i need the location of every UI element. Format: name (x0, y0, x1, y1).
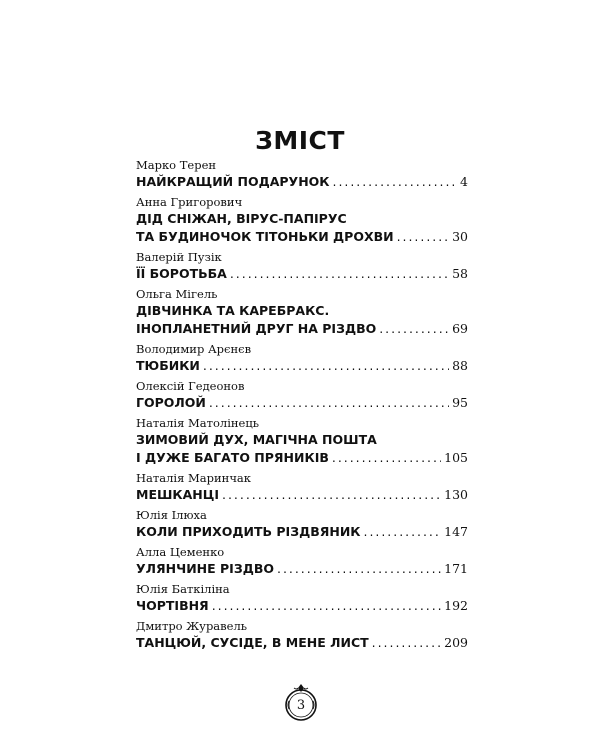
dot-leader (209, 394, 449, 412)
dot-leader (277, 560, 441, 578)
toc-title: І ДУЖЕ БАГАТО ПРЯНИКІВ (136, 450, 329, 465)
toc-author: Алла Цеменко (136, 545, 225, 559)
toc-entry[interactable] (136, 195, 468, 246)
toc-page: 130 (444, 487, 468, 502)
toc-entry[interactable] (136, 582, 468, 615)
toc-author: Юлія Ілюха (136, 508, 207, 522)
toc-entry[interactable] (136, 619, 468, 652)
toc-title: ЗИМОВИЙ ДУХ, МАГІЧНА ПОШТА (136, 432, 377, 447)
toc-title: ТЮБИКИ (136, 358, 200, 373)
toc-entry[interactable] (136, 508, 468, 541)
toc-entry[interactable] (136, 250, 468, 283)
toc-title: ДІД СНІЖАН, ВІРУС-ПАПІРУС (136, 211, 347, 226)
toc-title: КОЛИ ПРИХОДИТЬ РІЗДВЯНИК (136, 524, 361, 539)
toc-page: 69 (452, 321, 468, 336)
toc-title: ЇЇ БОРОТЬБА (136, 266, 227, 281)
dot-leader (212, 597, 441, 615)
toc-author: Наталія Матолінець (136, 416, 260, 430)
dot-leader (397, 228, 450, 246)
dot-leader (203, 357, 449, 375)
toc-page: 30 (452, 229, 468, 244)
toc-page: 58 (452, 266, 468, 281)
toc-author: Анна Григорович (136, 195, 243, 209)
page-number-badge (283, 681, 319, 725)
toc-title: ЧОРТІВНЯ (136, 598, 209, 613)
toc-entry[interactable] (136, 471, 468, 504)
toc-page: 192 (444, 598, 468, 613)
toc-entry[interactable] (136, 342, 468, 375)
toc-entry[interactable] (136, 158, 468, 191)
toc-author: Юлія Баткіліна (136, 582, 230, 596)
toc-page: 105 (444, 450, 468, 465)
table-of-contents (136, 158, 468, 656)
dot-leader (379, 320, 449, 338)
toc-author: Володимир Арєнєв (136, 342, 252, 356)
toc-author: Наталія Маринчак (136, 471, 251, 485)
toc-author: Дмитро Журавель (136, 619, 248, 633)
toc-page: 209 (444, 635, 468, 650)
toc-title: УЛЯНЧИНЕ РІЗДВО (136, 561, 275, 576)
toc-title: ТАНЦЮЙ, СУСІДЕ, В МЕНЕ ЛИСТ (136, 635, 369, 650)
toc-page: 88 (452, 358, 468, 373)
dot-leader (230, 265, 449, 283)
dot-leader (333, 173, 458, 191)
toc-title: МЕШКАНЦІ (136, 487, 220, 502)
toc-page: 147 (444, 524, 468, 539)
toc-entry[interactable] (136, 379, 468, 412)
toc-title: ГОРОЛОЙ (136, 395, 206, 410)
dot-leader (372, 634, 441, 652)
page-number: 3 (296, 698, 306, 713)
dot-leader (332, 449, 441, 467)
toc-page: 171 (444, 561, 468, 576)
toc-entry[interactable] (136, 287, 468, 338)
toc-title: ІНОПЛАНЕТНИЙ ДРУГ НА РІЗДВО (136, 321, 377, 336)
toc-author: Валерій Пузік (136, 250, 222, 264)
toc-page: 95 (452, 395, 468, 410)
toc-author: Олексій Гедеонов (136, 379, 245, 393)
toc-title: ТА БУДИНОЧОК ТІТОНЬКИ ДРОХВИ (136, 229, 394, 244)
toc-entry[interactable] (136, 545, 468, 578)
toc-title: ДІВЧИНКА ТА КАРЕБРАКС. (136, 303, 330, 318)
toc-entry[interactable] (136, 416, 468, 467)
toc-page: 4 (460, 174, 468, 189)
dot-leader (364, 523, 442, 541)
toc-author: Марко Терен (136, 158, 217, 172)
dot-leader (222, 486, 441, 504)
toc-author: Ольга Мігель (136, 287, 218, 301)
toc-title: НАЙКРАЩИЙ ПОДАРУНОК (136, 174, 330, 189)
page-title: ЗМІСТ (255, 126, 345, 155)
